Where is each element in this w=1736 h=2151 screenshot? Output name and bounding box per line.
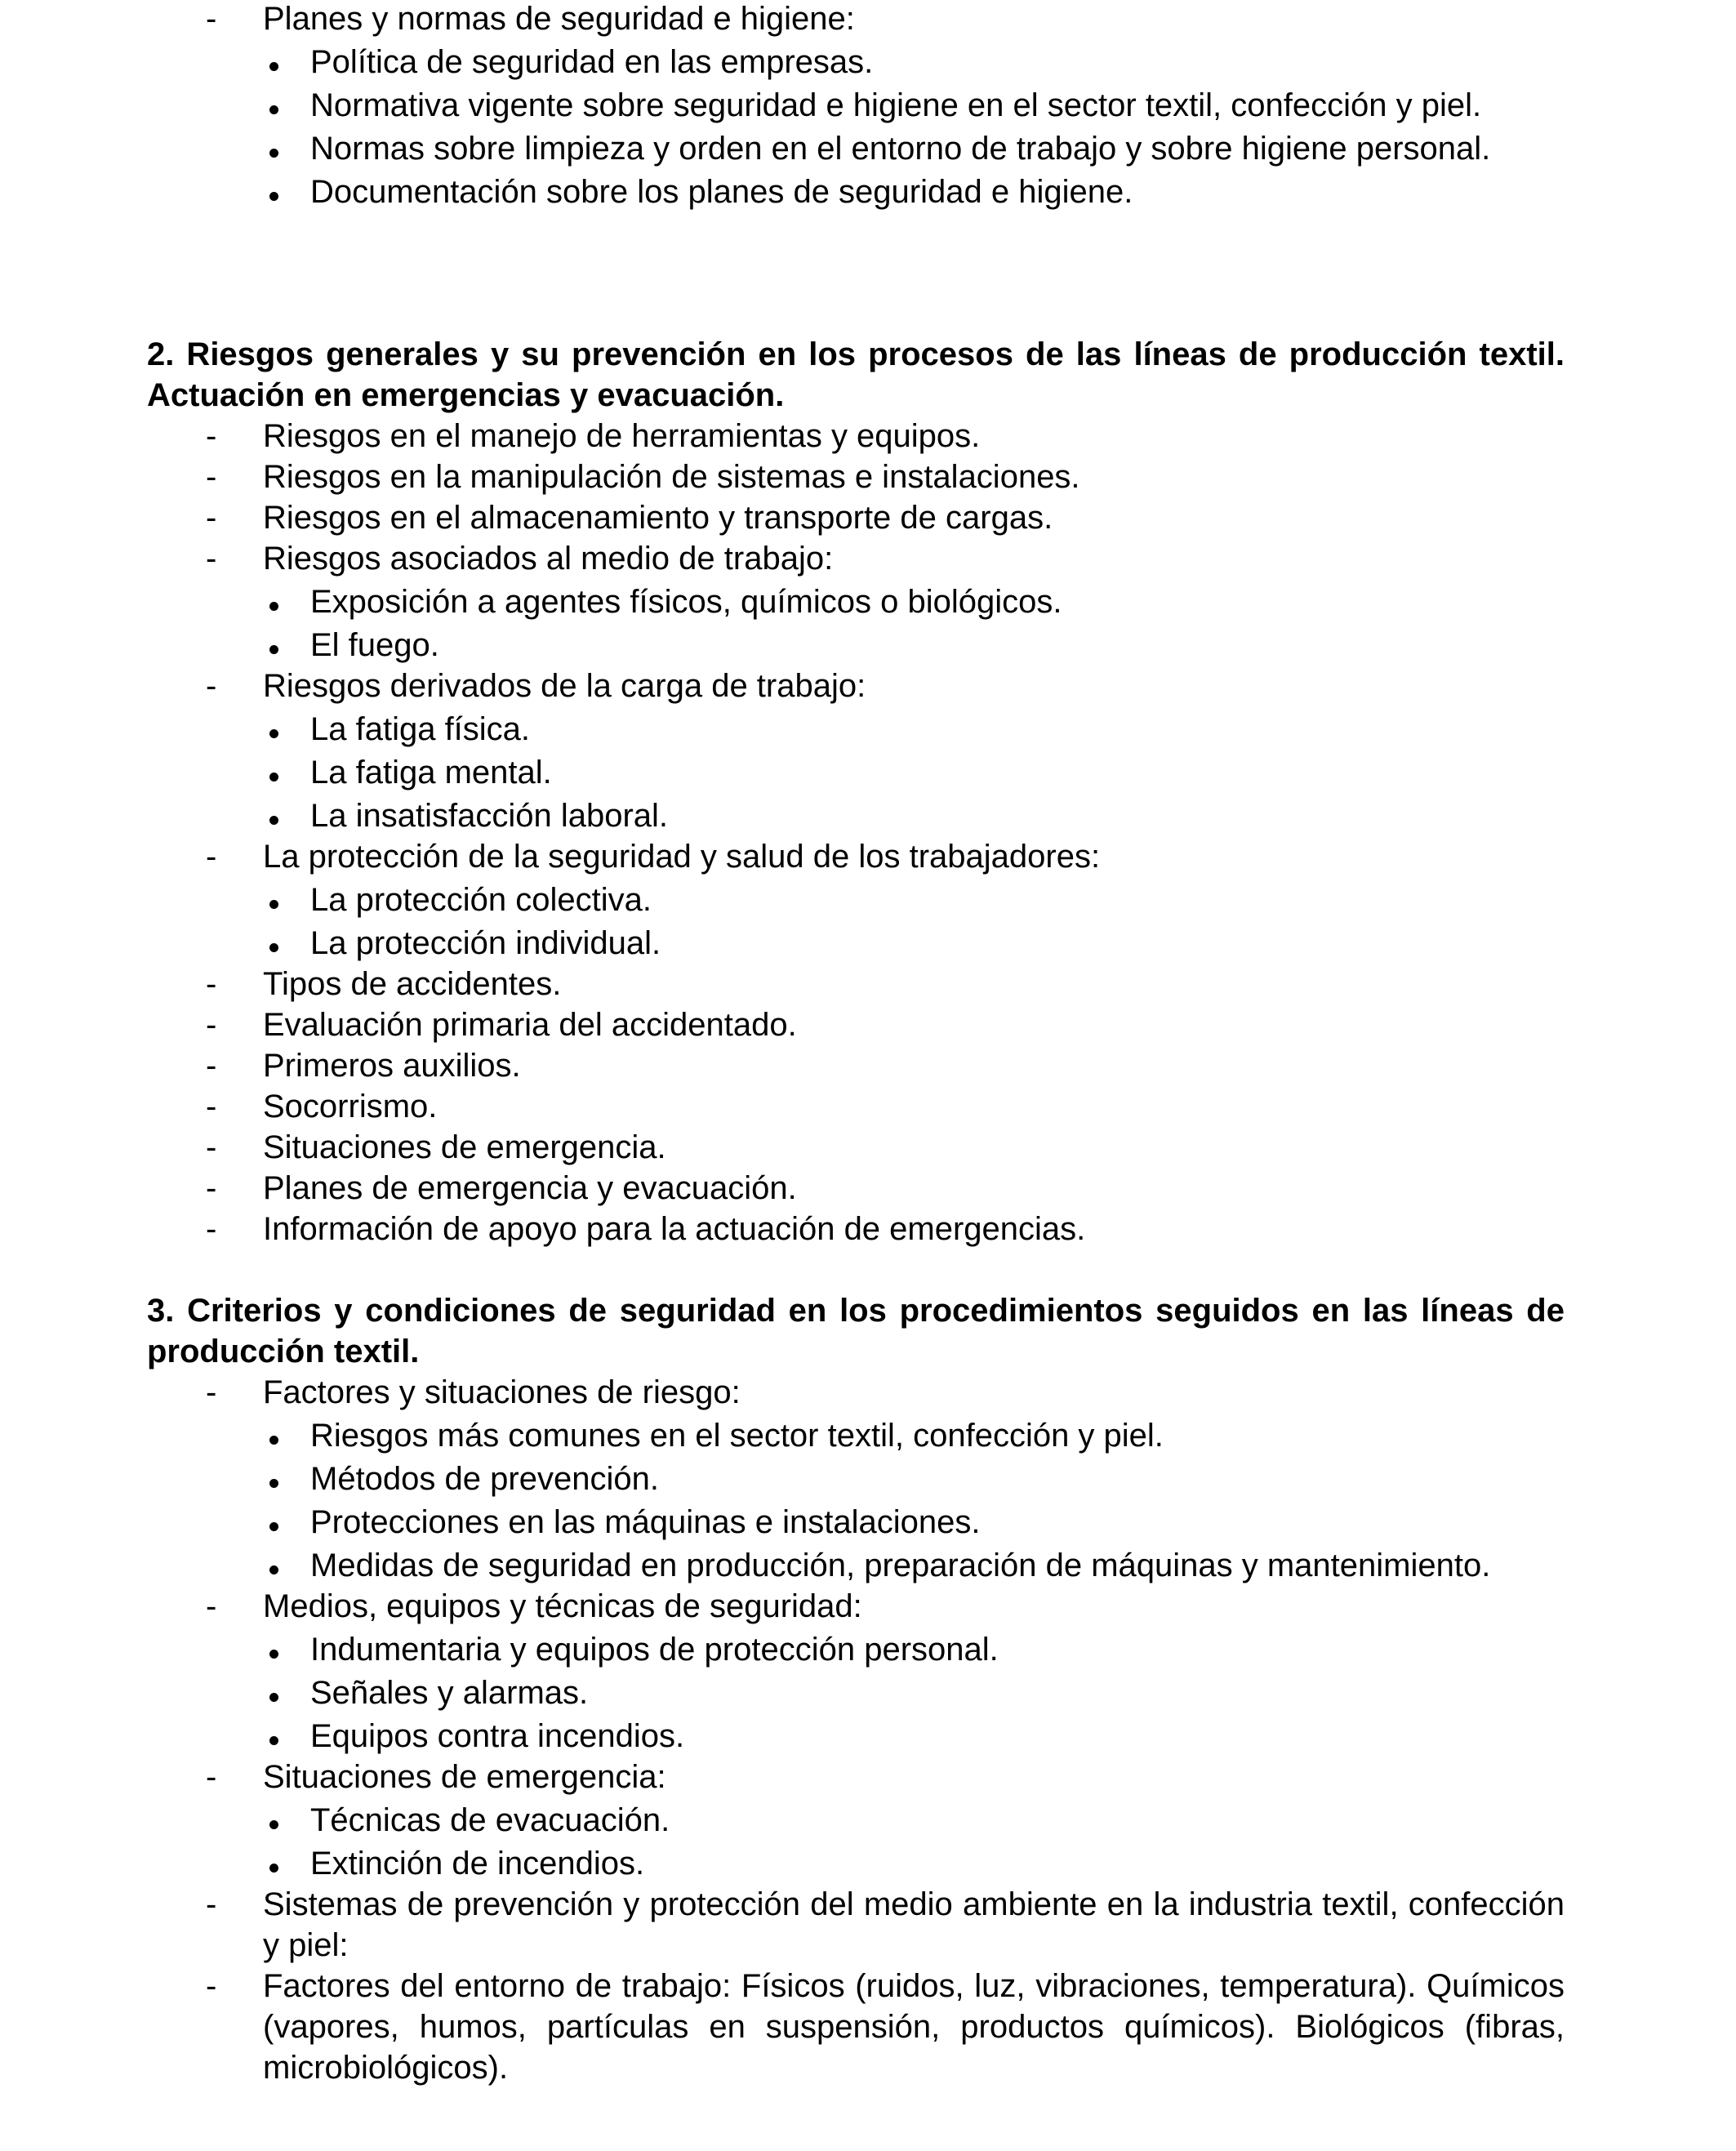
dash-item: - Situaciones de emergencia:: [0, 1757, 1565, 1797]
dash-item: - Medios, equipos y técnicas de seguridad:: [0, 1586, 1565, 1627]
dash-item: - Riesgos en la manipulación de sistemas e instalaciones.: [0, 456, 1565, 497]
bullet-item: Métodos de prevención.: [0, 1456, 1568, 1499]
bullet-item: La protección individual.: [0, 920, 1568, 964]
dash-item: - Sistemas de prevención y protección del medio ambiente en la industria textil, confección y piel:: [0, 1884, 1565, 1966]
section-2-title: 2. Riesgos generales y su prevención en los procesos de las líneas de producción textil. Actuación en emergencias y evacuación.: [147, 336, 1565, 413]
bullet-item: Equipos contra incendios.: [0, 1713, 1568, 1757]
bullet-item: Indumentaria y equipos de protección personal.: [0, 1627, 1568, 1670]
bullet-item: La protección colectiva.: [0, 877, 1568, 920]
dash-item: - Riesgos derivados de la carga de trabajo:: [0, 666, 1565, 706]
bullet-item: Política de seguridad en las empresas.: [0, 39, 1568, 82]
bullet-item: La fatiga mental.: [0, 750, 1568, 793]
dash-item: - Planes de emergencia y evacuación.: [0, 1168, 1565, 1209]
section-2-list: [0, 416, 1736, 1249]
dash-item: - Riesgos en el manejo de herramientas y equipos.: [0, 416, 1565, 456]
section-3-list: [0, 1372, 1736, 2088]
dash-item: - Riesgos asociados al medio de trabajo:: [0, 538, 1565, 579]
bullet-item: Protecciones en las máquinas e instalaciones.: [0, 1499, 1568, 1543]
bullet-item: Exposición a agentes físicos, químicos o biológicos.: [0, 579, 1568, 622]
section-3-title: 3. Criterios y condiciones de seguridad en los procedimientos seguidos en las líneas de producción textil.: [147, 1293, 1565, 1369]
dash-item: - Información de apoyo para la actuación de emergencias.: [0, 1209, 1565, 1249]
dash-item: - Factores y situaciones de riesgo:: [0, 1372, 1565, 1413]
dash-item: - Socorrismo.: [0, 1086, 1565, 1127]
bullet-item: Extinción de incendios.: [0, 1841, 1568, 1884]
bullet-item: El fuego.: [0, 622, 1568, 666]
bullet-item: La fatiga física.: [0, 706, 1568, 750]
bullet-item: Riesgos más comunes en el sector textil, confección y piel.: [0, 1413, 1568, 1456]
dash-item: - Evaluación primaria del accidentado.: [0, 1004, 1565, 1045]
dash-item: - La protección de la seguridad y salud de los trabajadores:: [0, 836, 1565, 877]
bullet-item: La insatisfacción laboral.: [0, 793, 1568, 836]
bullet-item: Señales y alarmas.: [0, 1670, 1568, 1713]
bullet-item: Normativa vigente sobre seguridad e higiene en el sector textil, confección y piel.: [0, 82, 1568, 126]
dash-item: - Factores del entorno de trabajo: Físicos (ruidos, luz, vibraciones, temperatura). Químicos (vapores, humos, partículas en suspensión, productos químicos). Biológicos (fibras, microbiológicos).: [0, 1966, 1565, 2088]
dash-item: - Riesgos en el almacenamiento y transporte de cargas.: [0, 497, 1565, 538]
dash-item: - Tipos de accidentes.: [0, 964, 1565, 1004]
dash-item: - Primeros auxilios.: [0, 1045, 1565, 1086]
bullet-item: Documentación sobre los planes de seguridad e higiene.: [0, 169, 1568, 212]
bullet-item: Medidas de seguridad en producción, preparación de máquinas y mantenimiento.: [0, 1543, 1568, 1586]
bullet-item: Normas sobre limpieza y orden en el entorno de trabajo y sobre higiene personal.: [0, 126, 1568, 169]
top-list: [0, 0, 1736, 212]
dash-item: - Situaciones de emergencia.: [0, 1127, 1565, 1168]
bullet-item: Técnicas de evacuación.: [0, 1797, 1568, 1841]
dash-item: - Planes y normas de seguridad e higiene:: [0, 0, 1565, 39]
